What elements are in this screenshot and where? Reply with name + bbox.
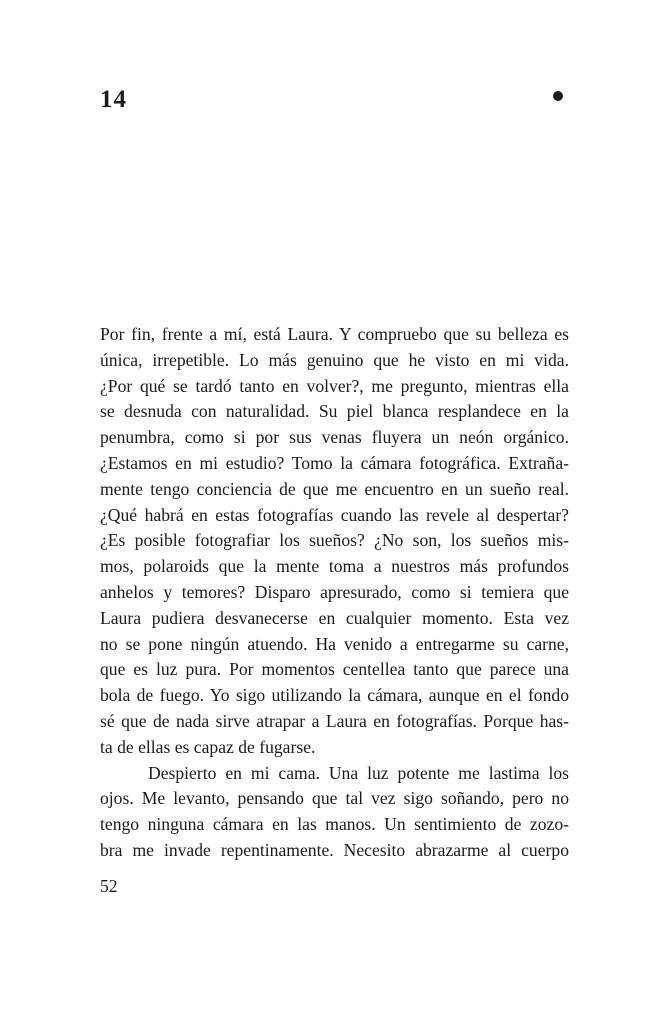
text-line: única, irrepetible. Lo más genuino que he visto en mi vida. (100, 349, 569, 370)
text-line: ¿Es posible fotografiar los sueños? ¿No son, los sueños mis- (100, 530, 569, 551)
text-line: mente tengo conciencia de que me encuentro en un sueño real. (100, 478, 569, 499)
text-line: Por fin, frente a mí, está Laura. Y compruebo que su belleza es (100, 324, 569, 344)
text-line: ojos. Me levanto, pensando que tal vez sigo soñando, pero no (100, 788, 569, 809)
text-line: anhelos y temores? Disparo apresurado, como si temiera que (100, 581, 569, 602)
text-line-paragraph-end: ta de ellas es capaz de fugarse. (100, 736, 316, 757)
text-line: bola de fuego. Yo sigo utilizando la cámara, aunque en el fondo (100, 685, 569, 706)
text-line: penumbra, como si por sus venas fluyera un neón orgánico. (100, 427, 569, 448)
page-number: 52 (100, 876, 118, 896)
text-line: que es luz pura. Por momentos centellea tanto que parece una (100, 659, 569, 680)
text-line-paragraph-start: Despierto en mi cama. Una luz potente me lastima los (148, 762, 569, 783)
text-line: tengo ninguna cámara en las manos. Un sentimiento de zozo- (100, 814, 569, 835)
chapter-bullet-ornament (553, 91, 563, 101)
text-line: sé que de nada sirve atrapar a Laura en fotografías. Porque has- (100, 710, 569, 731)
text-line: ¿Estamos en mi estudio? Tomo la cámara fotográfica. Extraña- (100, 452, 569, 473)
text-line: Laura pudiera desvanecerse en cualquier momento. Esta vez (100, 607, 569, 628)
text-line: mos, polaroids que la mente toma a nuestros más profundos (100, 556, 569, 577)
chapter-number: 14 (100, 86, 127, 113)
text-line: bra me invade repentinamente. Necesito abrazarme al cuerpo (100, 839, 569, 860)
text-line: ¿Por qué se tardó tanto en volver?, me pregunto, mientras ella (100, 375, 569, 396)
body-text (100, 322, 569, 864)
text-line: se desnuda con naturalidad. Su piel blanca resplandece en la (100, 401, 569, 422)
text-line: ¿Qué habrá en estas fotografías cuando las revele al despertar? (100, 504, 569, 525)
text-line: no se pone ningún atuendo. Ha venido a entregarme su carne, (100, 633, 569, 654)
